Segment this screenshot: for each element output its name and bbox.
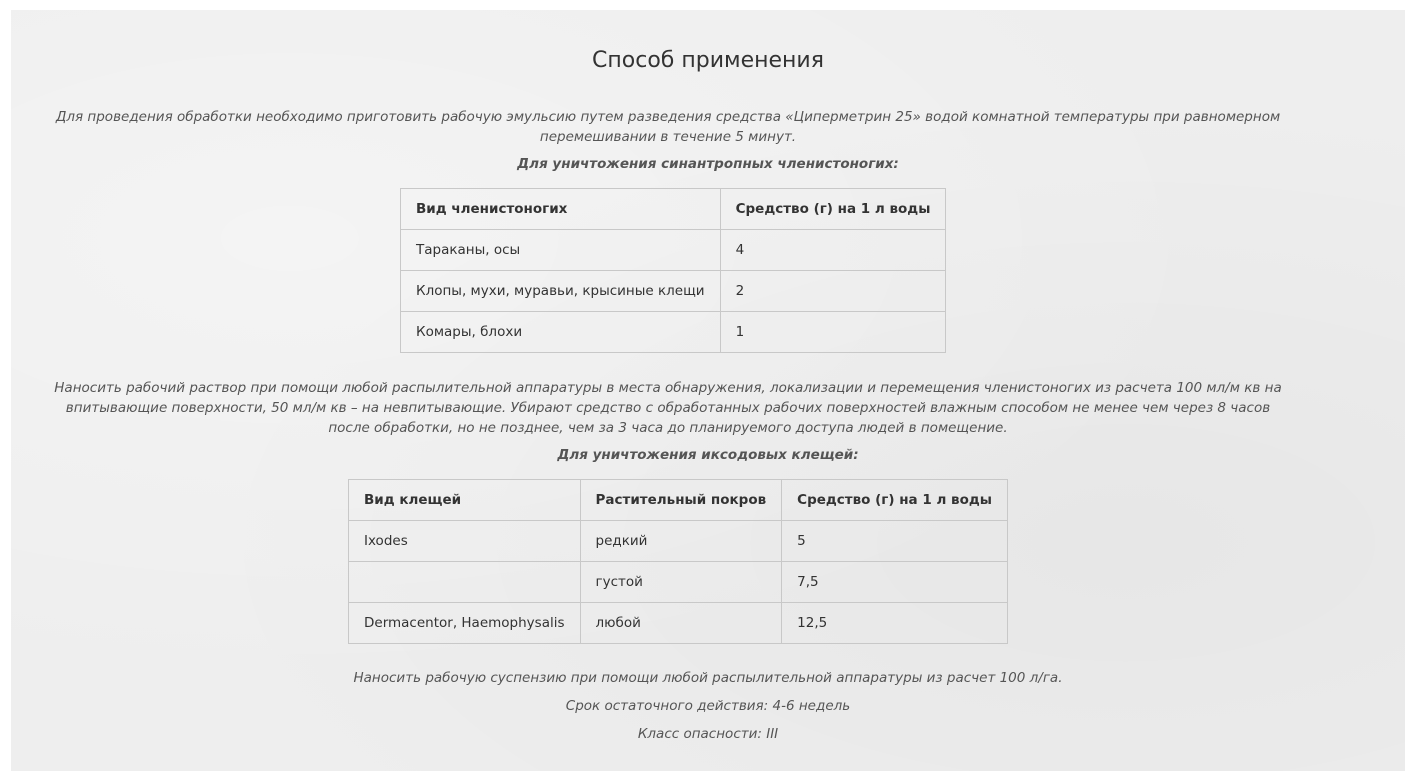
cell-species: Комары, блохи <box>401 312 721 353</box>
cell-species: Клопы, мухи, муравьи, крысиные клещи <box>401 271 721 312</box>
column-header-dose: Средство (г) на 1 л воды <box>720 189 946 230</box>
hazard-class-note: Класс опасности: III <box>637 726 779 742</box>
cell-tick-species: Ixodes <box>349 521 581 562</box>
table-row <box>349 562 1008 603</box>
page-title: Способ применения <box>592 48 824 73</box>
table-row <box>401 271 946 312</box>
cell-dose: 7,5 <box>782 562 1008 603</box>
table-row <box>349 603 1008 644</box>
cell-vegetation: редкий <box>580 521 782 562</box>
cell-dose: 5 <box>782 521 1008 562</box>
cell-vegetation: любой <box>580 603 782 644</box>
cell-dose: 1 <box>720 312 946 353</box>
cell-species: Тараканы, осы <box>401 230 721 271</box>
table-header-row <box>401 189 946 230</box>
suspension-note: Наносить рабочую суспензию при помощи любой распылительной аппаратуры из расчет 100 л/га. <box>353 670 1063 686</box>
ticks-table <box>348 479 1008 644</box>
column-header-dose: Средство (г) на 1 л воды <box>782 480 1008 521</box>
column-header-vegetation: Растительный покров <box>580 480 782 521</box>
residual-action-note: Срок остаточного действия: 4-6 недель <box>565 698 851 714</box>
cell-vegetation: густой <box>580 562 782 603</box>
table-header-row <box>349 480 1008 521</box>
cell-dose: 12,5 <box>782 603 1008 644</box>
section1-heading: Для уничтожения синантропных членистоногих: <box>517 156 899 172</box>
cell-dose: 2 <box>720 271 946 312</box>
content-panel <box>11 10 1405 771</box>
arthropods-table <box>400 188 946 353</box>
cell-tick-species: Dermacentor, Haemophysalis <box>349 603 581 644</box>
table-row <box>401 230 946 271</box>
section2-heading: Для уничтожения иксодовых клещей: <box>557 447 859 463</box>
cell-dose: 4 <box>720 230 946 271</box>
column-header-species: Вид членистоногих <box>401 189 721 230</box>
table-row <box>401 312 946 353</box>
application-paragraph: Наносить рабочий раствор при помощи любой распылительной аппаратуры в места обнаружения, локализации и перемещения членистоногих из расчета 100 мл/м кв на впитывающие поверхности, 50 мл/м кв – на невпитывающие. Убирают средство с обработанных рабочих поверхностей влажным способом не менее чем через 8 часов после обработки, но не позднее, чем за 3 часа до планируемого доступа людей в помещение. <box>54 380 1282 436</box>
table-row <box>349 521 1008 562</box>
intro-paragraph: Для проведения обработки необходимо приготовить рабочую эмульсию путем разведения средства «Циперметрин 25» водой комнатной температуры при равномерном перемешивании в течение 5 минут. <box>55 109 1281 145</box>
column-header-tick-species: Вид клещей <box>349 480 581 521</box>
cell-tick-species <box>349 562 581 603</box>
